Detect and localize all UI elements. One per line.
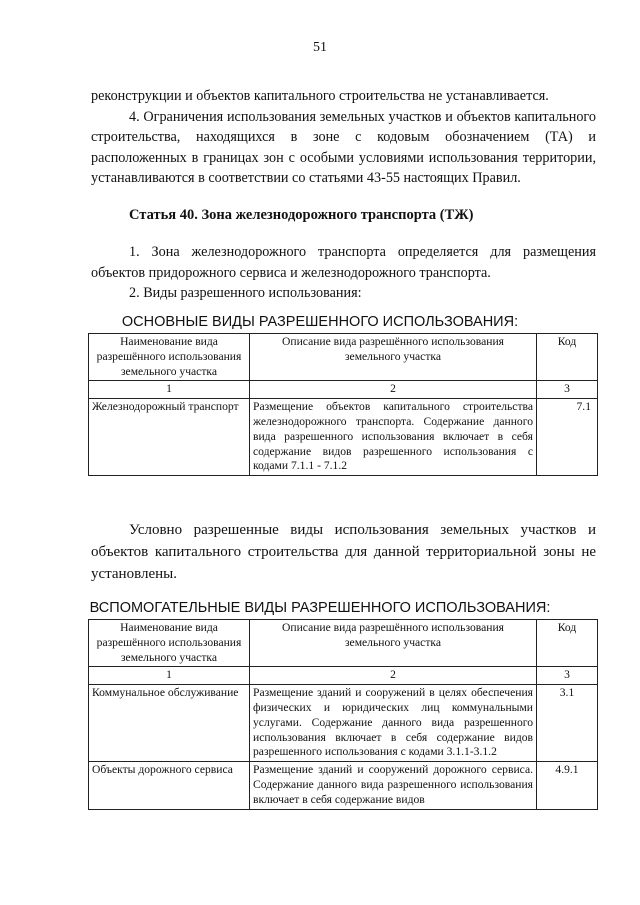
table-number-row [89,667,598,685]
table-row [89,762,598,809]
use-name: Объекты дорожного сервиса [89,762,250,809]
column-number: 2 [250,381,537,399]
table-row [89,685,598,762]
table-header-row [89,334,598,381]
intro-section [91,86,596,189]
header-name: Наименование вида разрешённого использования земельного участка [89,620,250,667]
column-number: 3 [537,667,598,685]
column-number: 2 [250,667,537,685]
article-title: Статья 40. Зона железнодорожного транспорта (ТЖ) [129,207,474,223]
column-number: 3 [537,381,598,399]
header-description: Описание вида разрешённого использования земельного участка [250,620,537,667]
use-description: Размещение зданий и сооружений дорожного сервиса. Содержание данного вида разрешенного использования включает в себя содержание видов [250,762,537,809]
table-row [89,399,598,476]
conditional-uses-paragraph: Условно разрешенные виды использования земельных участков и объектов капитального строительства для данной территориальной зоны не установлены. [91,522,596,582]
aux-table-caption: ВСПОМОГАТЕЛЬНЫЕ ВИДЫ РАЗРЕШЕННОГО ИСПОЛЬЗОВАНИЯ: [89,600,551,616]
use-description: Размещение зданий и сооружений в целях обеспечения физических и юридических лиц коммунальными услугами. Содержание данного вида разрешенного использования включает в себя содержание видов разрешенного использования с кодами 3.1.1-3.1.2 [250,685,537,762]
article-paragraph-2: 2. Виды разрешенного использования: [129,285,362,301]
main-uses-table [88,333,598,476]
table-number-row [89,381,598,399]
intro-paragraph-2: 4. Ограничения использования земельных участков и объектов капитального строительства, находящихся в зоне с кодовым обозначением (ТА) и расположенных в границах зон с особыми условиями использования территории, устанавливаются в соответствии со статьями 43-55 настоящих Правил. [91,108,596,186]
use-name: Коммунальное обслуживание [89,685,250,762]
use-name: Железнодорожный транспорт [89,399,250,476]
column-number: 1 [89,667,250,685]
column-number: 1 [89,381,250,399]
article-paragraph-1: 1. Зона железнодорожного транспорта определяется для размещения объектов придорожного сервиса и железнодорожного транспорта. [91,244,596,281]
header-name: Наименование вида разрешённого использования земельного участка [89,334,250,381]
header-description: Описание вида разрешённого использования земельного участка [250,334,537,381]
main-table-caption: ОСНОВНЫЕ ВИДЫ РАЗРЕШЕННОГО ИСПОЛЬЗОВАНИЯ: [121,314,519,330]
page-number: 51 [313,40,327,55]
header-code: Код [537,620,598,667]
aux-uses-table [88,619,598,810]
intro-paragraph-1: реконструкции и объектов капитального строительства не устанавливается. [91,88,549,104]
table-header-row [89,620,598,667]
conditional-section [91,519,596,585]
use-description: Размещение объектов капитального строительства железнодорожного транспорта. Содержание данного вида разрешенного использования включает в себя содержание видов разрешенного использования с кодами 7.1.1 - 7.1.2 [250,399,537,476]
use-code: 3.1 [537,685,598,762]
article-section [91,207,596,304]
use-code: 4.9.1 [537,762,598,809]
use-code: 7.1 [537,399,598,476]
header-code: Код [537,334,598,381]
